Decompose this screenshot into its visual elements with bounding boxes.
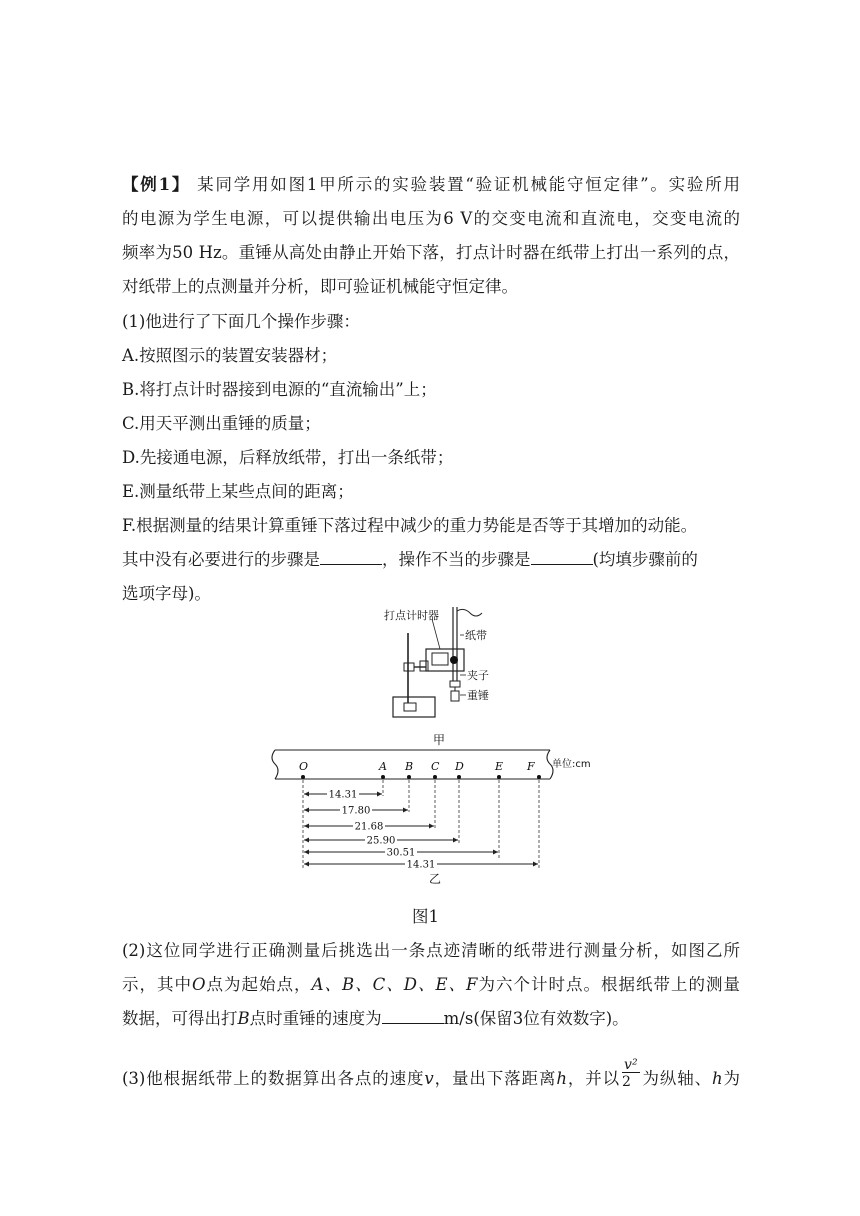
q1-step-f: F.根据测量的结果计算重锤下落过程中减少的重力势能是否等于其增加的动能。 xyxy=(122,516,698,535)
tape-point-label: A xyxy=(379,760,387,773)
q2-line-3: 数据，可得出打B点时重锤的速度为 m/s(保留3位有效数字)。 xyxy=(122,1009,629,1028)
dim-arrowhead xyxy=(304,850,309,855)
answer-blank-1 xyxy=(320,550,382,565)
dim-arrowhead xyxy=(304,808,309,813)
tape-dot xyxy=(301,775,305,779)
dim-arrowhead xyxy=(304,824,309,829)
dim-arrowhead xyxy=(304,838,309,843)
dim-label: 21.68 xyxy=(354,821,384,833)
dim-arrowhead xyxy=(493,850,498,855)
q1-ask-line-2: 选项字母)。 xyxy=(122,584,211,603)
tape-point-label: E xyxy=(495,760,504,773)
dim-arrowhead xyxy=(304,862,309,867)
q1-step-d: D.先接通电源，后释放纸带，打出一条纸带； xyxy=(122,448,454,467)
q3-line: (3)他根据纸带上的数据算出各点的速度v，量出下落距离h，并以 $\frac{\text{v²}}{2}$ 为纵轴、h为 xyxy=(122,1057,741,1090)
dim-arrowhead xyxy=(533,862,538,867)
label-weight: 重锤 xyxy=(467,689,489,702)
dim-label: 14.31 xyxy=(406,859,436,871)
dim-arrowhead xyxy=(403,808,408,813)
dim-arrowhead xyxy=(429,824,434,829)
dim-label: 25.90 xyxy=(366,835,396,847)
tape-point-label: C xyxy=(431,760,440,773)
tape-point-label: O xyxy=(299,760,309,773)
sub-label-b: 乙 xyxy=(429,872,442,886)
tape-dot xyxy=(457,775,461,779)
q1-ask: 其中没有必要进行的步骤是 ，操作不当的步骤是 (均填步骤前的 xyxy=(122,550,698,569)
v-squared-over-2: $\frac{\text{v²}}{2}$ xyxy=(622,1057,638,1090)
label-clip: 夹子 xyxy=(467,669,489,682)
label-timer: 打点计时器 xyxy=(384,609,439,622)
tape-point-label: B xyxy=(405,760,414,773)
q1-step-c: C.用天平测出重锤的质量； xyxy=(122,414,321,433)
apparatus-diagram xyxy=(380,605,510,725)
tape-dot xyxy=(497,775,501,779)
tape-point-label: F xyxy=(527,760,535,773)
q1-step-a: A.按照图示的装置安装器材； xyxy=(122,346,338,365)
example-tag: 【例1】 xyxy=(122,175,191,194)
q1-step-b: B.将打点计时器接到电源的“直流输出”上； xyxy=(122,380,437,399)
unit-label: 单位:cm xyxy=(552,759,591,770)
tape-dot xyxy=(407,775,411,779)
example-intro-line-4: 对纸带上的点测量并分析，即可验证机械能守恒定律。 xyxy=(122,277,518,296)
dim-arrowhead xyxy=(453,838,458,843)
clip xyxy=(450,681,460,687)
tape-point-label: D xyxy=(455,760,464,773)
label-tape: 纸带 xyxy=(465,629,487,642)
timer-dot xyxy=(450,656,458,664)
q1-stem: (1)他进行了下面几个操作步骤： xyxy=(122,312,360,331)
example-intro-line-3: 频率为50 Hz。重锤从高处由静止开始下落，打点计时器在纸带上打出一系列的点， xyxy=(122,243,740,262)
dim-label: 17.80 xyxy=(341,805,371,817)
q2-line-1: (2)这位同学进行正确测量后挑选出一条点迹清晰的纸带进行测量分析，如图乙所 xyxy=(122,941,740,960)
sub-label-a: 甲 xyxy=(433,733,446,747)
dim-label: 14.31 xyxy=(328,789,358,801)
tape-dot xyxy=(537,775,541,779)
example-intro-line-1: 【例1】 某同学用如图1甲所示的实验装置“验证机械能守恒定律”。实验所用 xyxy=(122,175,741,194)
dim-arrowhead xyxy=(377,792,382,797)
q2-line-2: 示，其中O点为起始点，A、B、C、D、E、F为六个计时点。根据纸带上的测量 xyxy=(122,975,741,994)
example-intro-line-2: 的电源为学生电源，可以提供输出电压为6 V的交变电流和直流电，交变电流的 xyxy=(122,209,740,228)
tape-diagram xyxy=(265,730,625,890)
figure-caption: 图1 xyxy=(412,907,439,926)
weight xyxy=(451,691,459,701)
stand-base xyxy=(393,697,435,717)
dim-arrowhead xyxy=(304,792,309,797)
answer-blank-3 xyxy=(382,1009,444,1024)
answer-blank-2 xyxy=(531,550,593,565)
dim-label: 30.51 xyxy=(386,847,416,859)
tape-dot xyxy=(381,775,385,779)
q1-step-e: E.测量纸带上某些点间的距离； xyxy=(122,482,354,501)
tape-dot xyxy=(433,775,437,779)
